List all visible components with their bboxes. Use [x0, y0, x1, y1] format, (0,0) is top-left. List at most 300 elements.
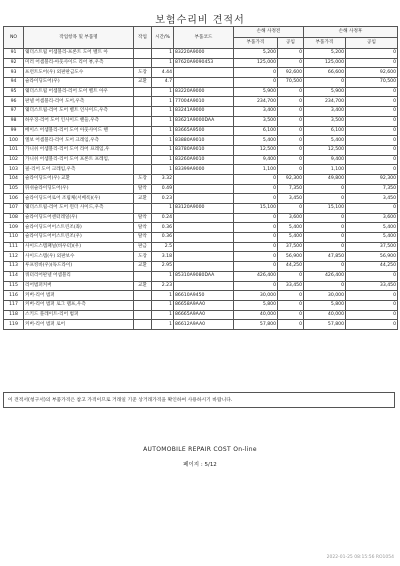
cell-no: 113	[4, 262, 24, 272]
cell-item: 슬라이딩도어(우) 교환	[24, 174, 134, 184]
cell-work	[134, 271, 152, 281]
cell-time: 1	[152, 145, 174, 155]
cell-item: 필-리어 도어 크레임,우측	[24, 165, 134, 175]
cell-work: 탈착	[134, 233, 152, 243]
cell-item: 커버-리어 범퍼 로어	[24, 320, 134, 330]
cell-no: 112	[4, 252, 24, 262]
header-after-labor: 공임	[346, 38, 398, 49]
cell-time: 2.23	[152, 281, 174, 291]
cell-part-code	[174, 194, 234, 204]
cell-after-labor: 0	[346, 165, 398, 175]
cell-no: 97	[4, 107, 24, 117]
cell-work: 판금	[134, 242, 152, 252]
cell-part-code: 87620A9090453	[174, 58, 234, 68]
cell-part-code: 86658A9AA0	[174, 300, 234, 310]
cell-after-parts: 0	[304, 281, 346, 291]
cell-before-labor: 3,450	[278, 194, 304, 204]
cell-no: 110	[4, 233, 24, 243]
cell-work: 교환	[134, 78, 152, 88]
cell-part-code: 83880A9010	[174, 136, 234, 146]
cell-time: 1	[152, 291, 174, 301]
cell-time: 1	[152, 320, 174, 330]
cell-after-labor: 3,600	[346, 213, 398, 223]
print-timestamp: 2022-01-25 08:15:56 RO1054	[326, 555, 394, 560]
cell-work	[134, 49, 152, 59]
cell-after-labor: 44,250	[346, 262, 398, 272]
cell-no: 100	[4, 136, 24, 146]
cell-before-parts: 5,400	[234, 136, 278, 146]
table-row	[4, 145, 398, 155]
cell-no: 109	[4, 223, 24, 233]
cell-before-labor: 0	[278, 126, 304, 136]
cell-item: 쿼터리어판넬 어셈블리	[24, 271, 134, 281]
cell-after-parts: 0	[304, 78, 346, 88]
cell-no: 99	[4, 126, 24, 136]
table-row	[4, 291, 398, 301]
cell-item: 엘보 어셈블리-리어 도어 크레임,우측	[24, 136, 134, 146]
cell-work: 교환	[134, 281, 152, 291]
cell-part-code	[174, 78, 234, 88]
page-number: 페이지 : 5/12	[183, 462, 217, 468]
table-row	[4, 233, 398, 243]
cell-before-parts: 0	[234, 281, 278, 291]
cell-before-labor: 0	[278, 136, 304, 146]
cell-work	[134, 310, 152, 320]
cell-before-labor: 0	[278, 97, 304, 107]
cell-after-parts: 0	[304, 184, 346, 194]
cell-after-labor: 3,450	[346, 194, 398, 204]
table-row	[4, 271, 398, 281]
cell-before-labor: 0	[278, 271, 304, 281]
cell-before-parts: 57,800	[234, 320, 278, 330]
cell-before-parts: 0	[234, 184, 278, 194]
cell-before-parts: 426,400	[234, 271, 278, 281]
cell-after-labor: 92,600	[346, 68, 398, 78]
cell-before-labor: 0	[278, 116, 304, 126]
cell-time: 1	[152, 107, 174, 117]
cell-after-parts: 5,200	[304, 49, 346, 59]
table-row	[4, 223, 398, 233]
cell-before-parts: 0	[234, 262, 278, 272]
estimate-table	[3, 26, 398, 330]
cell-part-code	[174, 213, 234, 223]
table-row	[4, 242, 398, 252]
cell-part-code	[174, 262, 234, 272]
cell-time: 0.36	[152, 233, 174, 243]
cell-time: 1	[152, 310, 174, 320]
cell-before-parts: 30,000	[234, 291, 278, 301]
cell-no: 104	[4, 174, 24, 184]
cell-work	[134, 155, 152, 165]
cell-after-labor: 0	[346, 204, 398, 214]
cell-before-labor: 0	[278, 204, 304, 214]
cell-no: 93	[4, 68, 24, 78]
cell-before-labor: 5,400	[278, 233, 304, 243]
table-row	[4, 204, 398, 214]
cell-time: 1	[152, 116, 174, 126]
cell-work	[134, 165, 152, 175]
cell-no: 95	[4, 87, 24, 97]
header-part-code: 부품코드	[174, 27, 234, 49]
cell-item: 미러 어셈블리-아웃사이드 리어 뷰,우측	[24, 58, 134, 68]
cell-after-parts: 0	[304, 223, 346, 233]
table-row	[4, 281, 398, 291]
cell-part-code: 85310A9080DAA	[174, 271, 234, 281]
cell-item: 웨더스트립 어셈블리-프론트 도어 벨트 아	[24, 49, 134, 59]
cell-no: 108	[4, 213, 24, 223]
cell-item: 웨더스트립-리어 도어 벨트 인사이드,우측	[24, 107, 134, 117]
cell-before-parts: 0	[234, 223, 278, 233]
table-row	[4, 49, 398, 59]
cell-time: 4.44	[152, 68, 174, 78]
cell-item: 가니쉬 어셈블리-리어 도어 라어 프레임,우	[24, 145, 134, 155]
cell-before-labor: 3,600	[278, 213, 304, 223]
table-row	[4, 213, 398, 223]
cell-after-labor: 0	[346, 97, 398, 107]
cell-before-parts: 0	[234, 68, 278, 78]
cell-before-labor: 0	[278, 320, 304, 330]
cell-time: 1	[152, 49, 174, 59]
table-row	[4, 262, 398, 272]
cell-after-parts: 5,900	[304, 87, 346, 97]
table-header	[4, 27, 398, 49]
cell-item: 판넬 어셈블리-리어 도어,우측	[24, 97, 134, 107]
table-row	[4, 116, 398, 126]
cell-item: 가니쉬 어셈블리-리어 도어 프론트 프레임,	[24, 155, 134, 165]
cell-after-parts: 47,850	[304, 252, 346, 262]
cell-item: 슬라이딩도어로어 조립체(서베록)(우)	[24, 194, 134, 204]
cell-after-labor: 0	[346, 291, 398, 301]
cell-part-code: 83120A9000	[174, 204, 234, 214]
header-before-parts: 부품가격	[234, 38, 278, 49]
cell-time: 1	[152, 126, 174, 136]
cell-work	[134, 291, 152, 301]
cell-before-parts: 15,100	[234, 204, 278, 214]
cell-item: 슬라이딩도어센터레일(우)	[24, 213, 134, 223]
cell-no: 115	[4, 281, 24, 291]
cell-part-code: 77004A9010	[174, 97, 234, 107]
cell-no: 105	[4, 184, 24, 194]
cell-part-code: 83260A9010	[174, 155, 234, 165]
cell-time: 1	[152, 136, 174, 146]
table-row	[4, 194, 398, 204]
cell-after-parts: 30,000	[304, 291, 346, 301]
cell-after-parts: 57,800	[304, 320, 346, 330]
cell-work	[134, 136, 152, 146]
cell-part-code: 86610A9450	[174, 291, 234, 301]
table-row	[4, 107, 398, 117]
cell-before-labor: 37,500	[278, 242, 304, 252]
header-after: 손해 사정후	[304, 27, 398, 38]
cell-work: 교환	[134, 194, 152, 204]
cell-time: 1	[152, 300, 174, 310]
cell-after-parts: 40,000	[304, 310, 346, 320]
cell-item: 슬라이딩도어어스트린조(우)	[24, 233, 134, 243]
cell-work	[134, 116, 152, 126]
cell-after-labor: 0	[346, 300, 398, 310]
cell-no: 106	[4, 194, 24, 204]
cell-before-labor: 33,450	[278, 281, 304, 291]
cell-item: 슬라이딩도어(우)	[24, 78, 134, 88]
cell-before-labor: 0	[278, 155, 304, 165]
cell-work: 도장	[134, 68, 152, 78]
cell-part-code: 83665A9500	[174, 126, 234, 136]
cell-before-labor: 0	[278, 107, 304, 117]
cell-part-code	[174, 242, 234, 252]
cell-part-code: 86665A9AA0	[174, 310, 234, 320]
cell-after-labor: 0	[346, 136, 398, 146]
cell-after-labor: 0	[346, 320, 398, 330]
cell-before-labor: 44,250	[278, 262, 304, 272]
cell-after-labor: 0	[346, 49, 398, 59]
cell-after-labor: 0	[346, 116, 398, 126]
cell-before-labor: 92,300	[278, 174, 304, 184]
cell-no: 117	[4, 300, 24, 310]
cell-after-labor: 70,500	[346, 78, 398, 88]
cell-before-labor: 0	[278, 87, 304, 97]
table-row	[4, 184, 398, 194]
cell-after-parts: 0	[304, 262, 346, 272]
cell-time: 1	[152, 97, 174, 107]
cell-no: 103	[4, 165, 24, 175]
cell-item: 스키드 플레이트-리어 범퍼	[24, 310, 134, 320]
cell-work	[134, 97, 152, 107]
cell-after-parts: 15,100	[304, 204, 346, 214]
cell-before-parts: 5,200	[234, 49, 278, 59]
cell-no: 101	[4, 145, 24, 155]
cell-before-parts: 125,000	[234, 58, 278, 68]
cell-before-parts: 0	[234, 252, 278, 262]
cell-before-labor: 0	[278, 49, 304, 59]
cell-before-parts: 3,500	[234, 116, 278, 126]
cell-item: 커버-리어 범퍼	[24, 291, 134, 301]
cell-after-parts: 125,000	[304, 58, 346, 68]
cell-work	[134, 87, 152, 97]
cell-part-code	[174, 184, 234, 194]
cell-part-code	[174, 223, 234, 233]
table-row	[4, 78, 398, 88]
cell-before-labor: 5,400	[278, 223, 304, 233]
table-row	[4, 174, 398, 184]
table-row	[4, 68, 398, 78]
cell-work	[134, 145, 152, 155]
cell-after-parts: 234,700	[304, 97, 346, 107]
cell-part-code: 83241A9000	[174, 107, 234, 117]
cell-no: 91	[4, 49, 24, 59]
table-row	[4, 155, 398, 165]
cell-time: 1	[152, 271, 174, 281]
cell-after-labor: 33,450	[346, 281, 398, 291]
cell-part-code	[174, 252, 234, 262]
cell-work	[134, 320, 152, 330]
cell-after-parts: 1,100	[304, 165, 346, 175]
cell-work	[134, 204, 152, 214]
cell-before-labor: 0	[278, 145, 304, 155]
cell-before-parts: 234,700	[234, 97, 278, 107]
cell-part-code: 83780A9010	[174, 145, 234, 155]
cell-time: 0.36	[152, 223, 174, 233]
cell-item: 하우징-리어 도어 인사이드 핸들,우측	[24, 116, 134, 126]
cell-before-labor: 0	[278, 165, 304, 175]
cell-before-parts: 5,900	[234, 87, 278, 97]
cell-time: 1	[152, 58, 174, 68]
cell-time: 0.49	[152, 184, 174, 194]
cell-after-parts: 3,500	[304, 116, 346, 126]
cell-item: 프런트도어(우) 외판판금도수	[24, 68, 134, 78]
cell-before-parts: 0	[234, 213, 278, 223]
cell-before-parts: 9,400	[234, 155, 278, 165]
cell-after-parts: 0	[304, 213, 346, 223]
cell-item: 루프킹바(우)(독드라이)	[24, 262, 134, 272]
cell-time: 2.5	[152, 242, 174, 252]
cell-before-labor: 0	[278, 58, 304, 68]
header-time: 시간/%	[152, 27, 174, 49]
cell-before-parts: 0	[234, 78, 278, 88]
cell-before-labor: 0	[278, 291, 304, 301]
cell-time: 1	[152, 87, 174, 97]
cell-no: 92	[4, 58, 24, 68]
cell-no: 116	[4, 291, 24, 301]
cell-part-code	[174, 68, 234, 78]
cell-no: 119	[4, 320, 24, 330]
cell-before-labor: 0	[278, 310, 304, 320]
cell-item: 사이드스텝(우) 외판보수	[24, 252, 134, 262]
cell-no: 118	[4, 310, 24, 320]
table-row	[4, 58, 398, 68]
cell-item: 리어범퍼커버	[24, 281, 134, 291]
cell-after-parts: 0	[304, 242, 346, 252]
price-notice: 이 견적서(청구서)의 부품가격은 참고 가격이므로 거래일 기준 상거래가격을 확인하여 사용하시기 바랍니다.	[3, 392, 395, 408]
cell-after-labor: 0	[346, 87, 398, 97]
cell-no: 94	[4, 78, 24, 88]
header-before-labor: 공임	[278, 38, 304, 49]
cell-no: 98	[4, 116, 24, 126]
cell-time: 1	[152, 204, 174, 214]
cell-work: 탈착	[134, 213, 152, 223]
cell-item: 슬라이딩도어어스트린조(좌)	[24, 223, 134, 233]
cell-work: 교환	[134, 262, 152, 272]
document-title: 보험수리비 견적서	[155, 15, 245, 26]
cell-after-parts: 0	[304, 194, 346, 204]
cell-after-labor: 0	[346, 145, 398, 155]
cell-after-labor: 92,300	[346, 174, 398, 184]
cell-no: 96	[4, 97, 24, 107]
header-item: 작업항목 및 부품명	[24, 27, 134, 49]
cell-before-parts: 0	[234, 242, 278, 252]
cell-work	[134, 126, 152, 136]
cell-before-labor: 70,500	[278, 78, 304, 88]
cell-part-code: 83220A9000	[174, 87, 234, 97]
table-row	[4, 165, 398, 175]
cell-work: 도장	[134, 252, 152, 262]
cell-before-labor: 7,350	[278, 184, 304, 194]
cell-after-labor: 5,400	[346, 233, 398, 243]
cell-before-parts: 1,100	[234, 165, 278, 175]
header-before: 손해 사정전	[234, 27, 304, 38]
cell-after-labor: 5,400	[346, 223, 398, 233]
header-no: NO	[4, 27, 24, 49]
cell-after-parts: 6,100	[304, 126, 346, 136]
cell-time: 1	[152, 165, 174, 175]
table-row	[4, 87, 398, 97]
cell-item: 커버-리어 범퍼 로그 램프,우측	[24, 300, 134, 310]
cell-part-code: 83399A9000	[174, 165, 234, 175]
cell-after-parts: 66,600	[304, 68, 346, 78]
table-row	[4, 310, 398, 320]
cell-work: 탈착	[134, 184, 152, 194]
cell-time: 1	[152, 155, 174, 165]
cell-no: 107	[4, 204, 24, 214]
cell-after-parts: 9,400	[304, 155, 346, 165]
cell-after-labor: 0	[346, 58, 398, 68]
cell-before-parts: 0	[234, 233, 278, 243]
cell-item: 사이드스텝패널(바우터)(우)	[24, 242, 134, 252]
cell-item: 웨더스트립-리어 도어 윈더 사이드,우측	[24, 204, 134, 214]
cell-before-parts: 6,100	[234, 126, 278, 136]
table-row	[4, 126, 398, 136]
cell-time: 3.32	[152, 174, 174, 184]
cell-after-labor: 56,900	[346, 252, 398, 262]
cell-time: 0.24	[152, 213, 174, 223]
cell-after-parts: 426,400	[304, 271, 346, 281]
cell-item: 뒤쉬슬라이딩도어(우)	[24, 184, 134, 194]
cell-part-code: 83621A9000DAA	[174, 116, 234, 126]
cell-part-code	[174, 281, 234, 291]
table-body	[4, 49, 398, 330]
cell-no: 111	[4, 242, 24, 252]
header-work: 작업	[134, 27, 152, 49]
cell-no: 114	[4, 271, 24, 281]
cell-work	[134, 58, 152, 68]
cell-part-code: 86612A9AA0	[174, 320, 234, 330]
cell-before-parts: 0	[234, 194, 278, 204]
cell-after-labor: 0	[346, 310, 398, 320]
table-row	[4, 252, 398, 262]
cell-time: 3.18	[152, 252, 174, 262]
table-row	[4, 300, 398, 310]
table-row	[4, 136, 398, 146]
cell-item: 웨더스트립 어셈블리-리어 도어 벨트 아우	[24, 87, 134, 97]
cell-part-code	[174, 174, 234, 184]
cell-after-labor: 7,350	[346, 184, 398, 194]
cell-before-parts: 40,000	[234, 310, 278, 320]
cell-after-labor: 0	[346, 155, 398, 165]
cell-after-parts: 49,800	[304, 174, 346, 184]
cell-before-parts: 3,400	[234, 107, 278, 117]
cell-time: 2.95	[152, 262, 174, 272]
cell-after-labor: 37,500	[346, 242, 398, 252]
cell-after-labor: 0	[346, 126, 398, 136]
header-after-parts: 부품가격	[304, 38, 346, 49]
cell-before-labor: 56,900	[278, 252, 304, 262]
table-row	[4, 97, 398, 107]
cell-after-parts: 0	[304, 233, 346, 243]
cell-part-code	[174, 233, 234, 243]
cell-after-parts: 3,400	[304, 107, 346, 117]
cell-time: 4.7	[152, 78, 174, 88]
cell-work	[134, 300, 152, 310]
cell-after-parts: 12,500	[304, 145, 346, 155]
cell-item: 베이스 어셈블리-리어 도어 아웃사이드 핸	[24, 126, 134, 136]
cell-no: 102	[4, 155, 24, 165]
cell-after-parts: 5,400	[304, 136, 346, 146]
cell-after-labor: 0	[346, 271, 398, 281]
cell-after-labor: 0	[346, 107, 398, 117]
footer-title: AUTOMOBILE REPAIR COST On-line	[143, 446, 257, 453]
cell-before-labor: 0	[278, 300, 304, 310]
cell-part-code: 83220A9000	[174, 49, 234, 59]
cell-work: 탈착	[134, 223, 152, 233]
